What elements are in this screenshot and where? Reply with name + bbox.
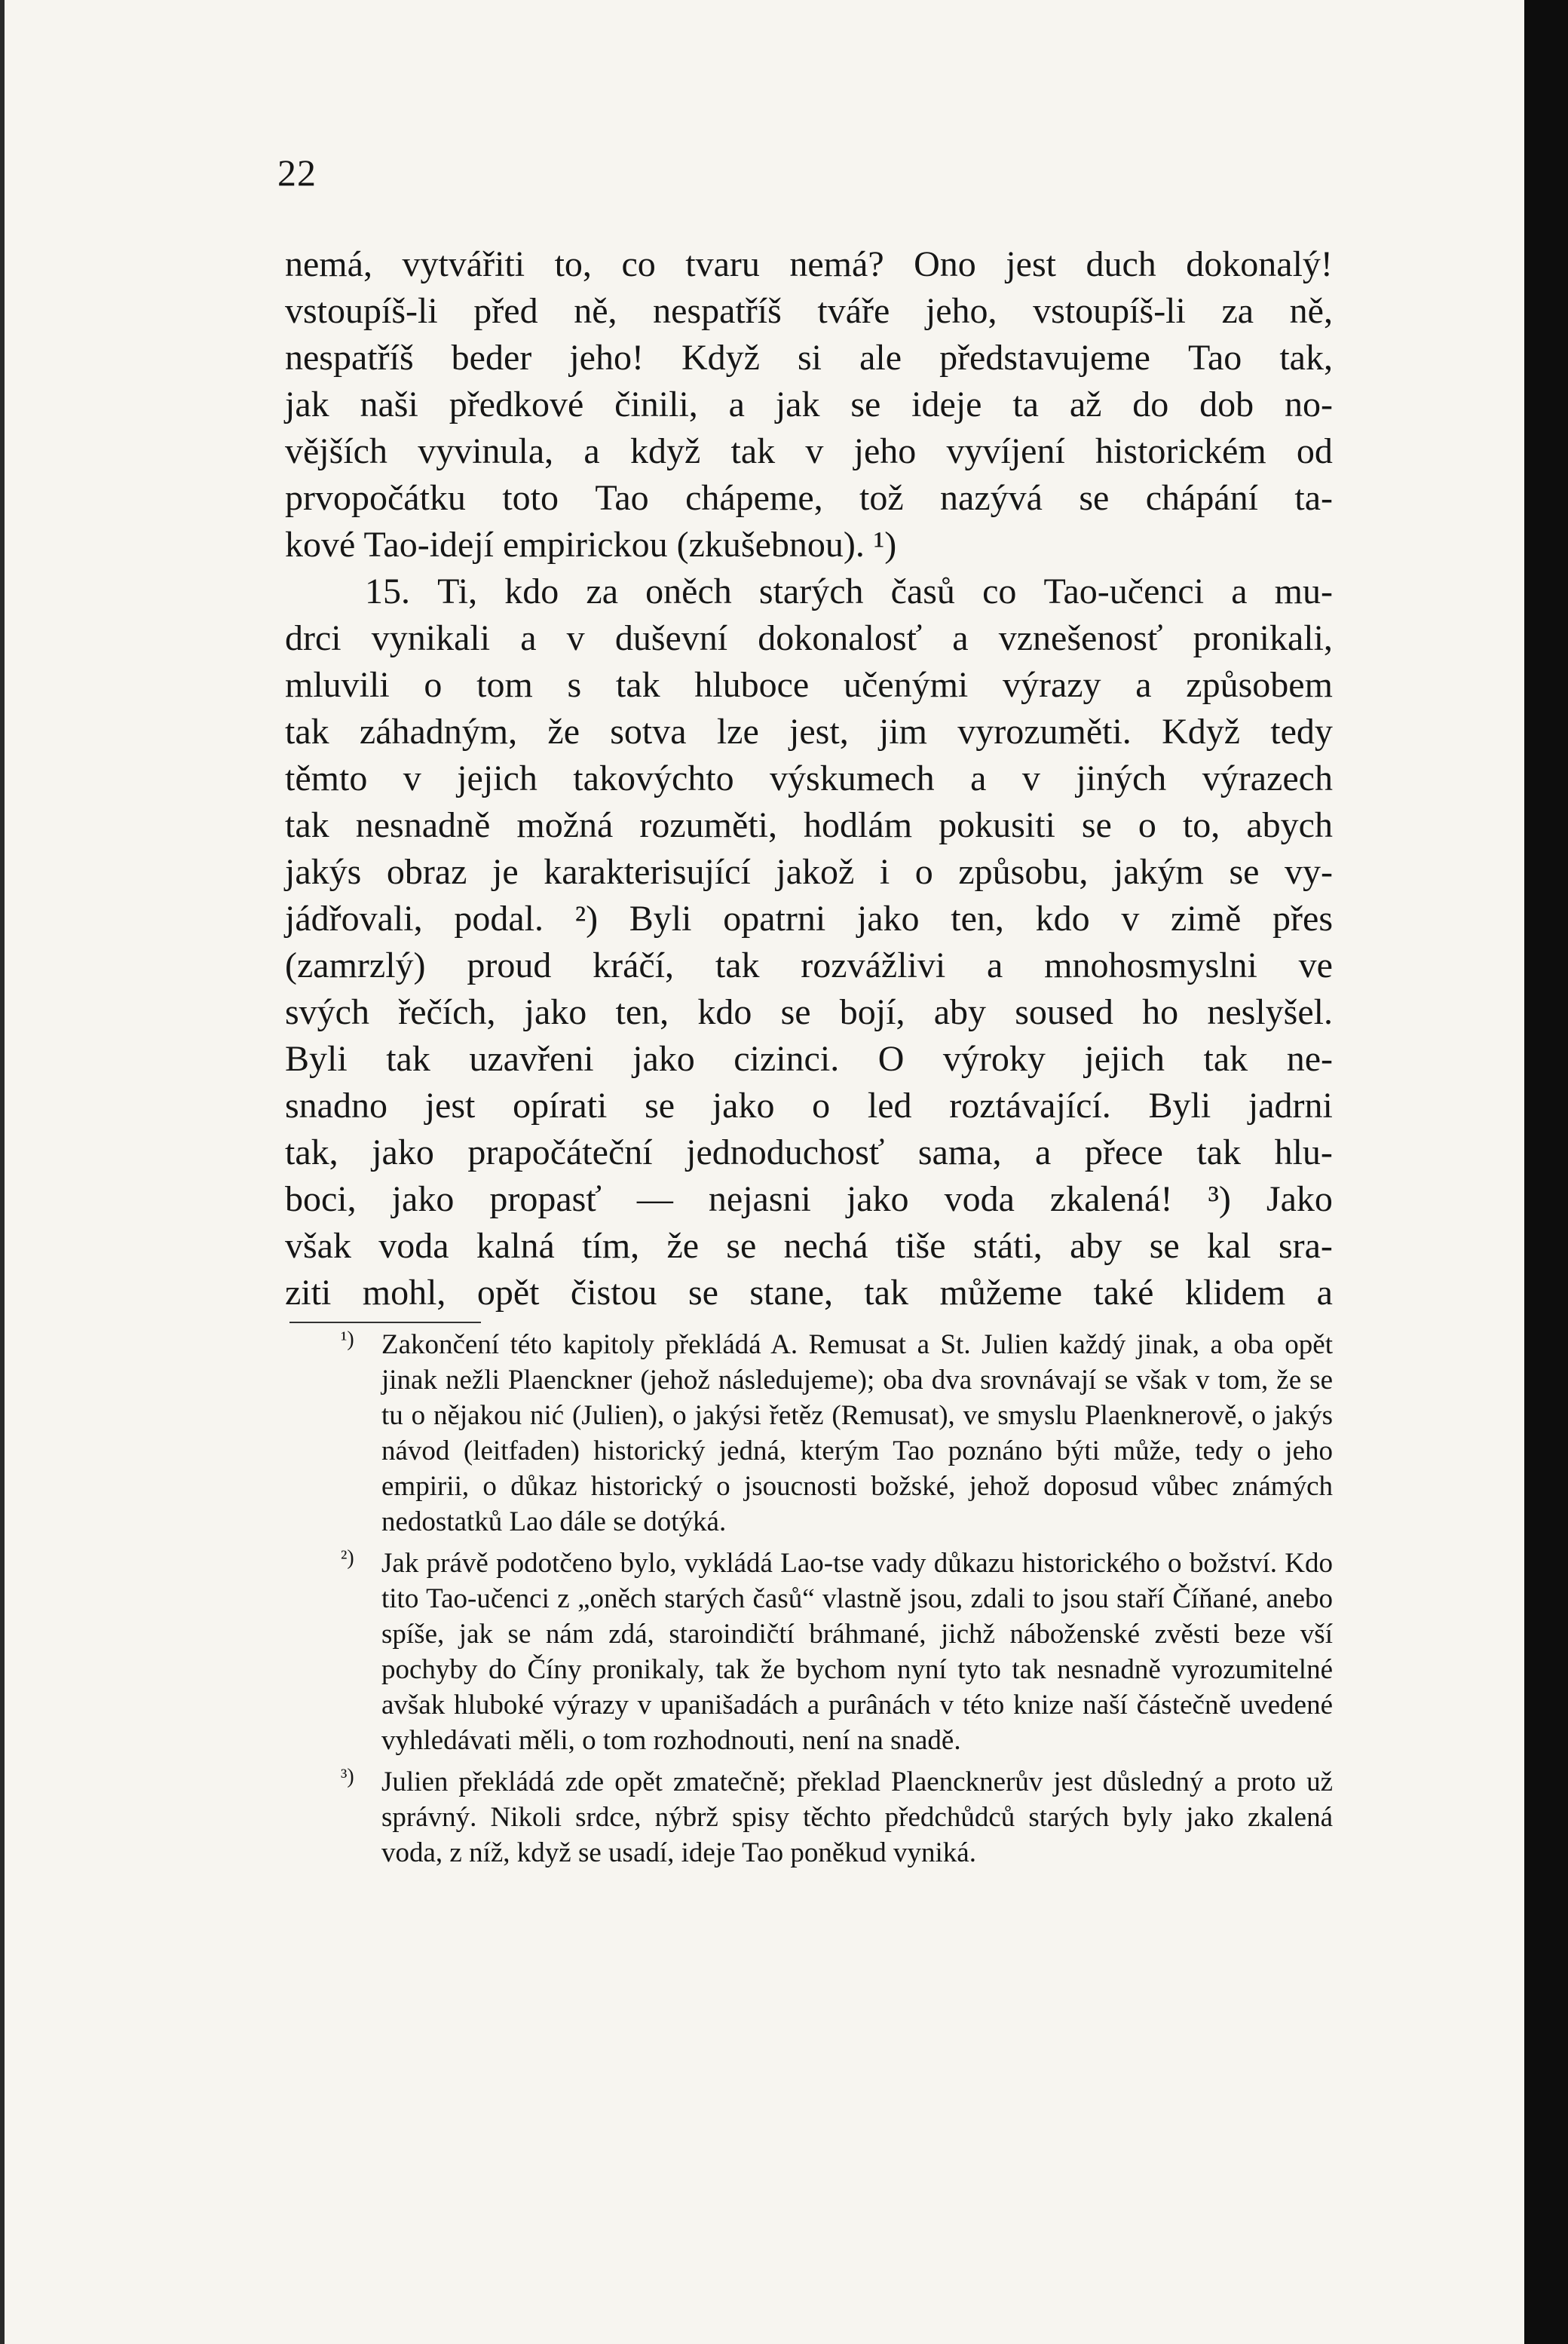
word: za — [1221, 291, 1254, 331]
word: karakterisující — [544, 852, 751, 892]
main-text — [285, 241, 1333, 1316]
word: dokonalosť — [758, 618, 923, 658]
word: přes — [1272, 899, 1333, 939]
word: drci — [285, 618, 341, 658]
word: o — [914, 852, 933, 892]
word: v — [805, 431, 824, 471]
text-line — [285, 288, 1333, 335]
word: svých — [285, 992, 369, 1032]
text-line — [285, 335, 1333, 381]
word: boci, — [285, 1179, 357, 1219]
word: do — [1132, 385, 1169, 424]
word: ziti — [285, 1273, 332, 1313]
word: vstoupíš-li — [285, 291, 438, 331]
word: jeho, — [925, 291, 997, 331]
word: pronikali, — [1193, 618, 1333, 658]
text-line — [285, 755, 1333, 802]
text-line — [285, 989, 1333, 1036]
footnote-text: Zakončení této kapitoly překládá A. Remusat a St. Julien každý jinak, a oba opět jinak nežli Plaenckner (jehož následujeme); oba dva srovnávají se však v tom, že se tu o nějakou nić (Julien), o jakýsi řetěz (Remusat), ve smyslu Plaenknerově, o jakýs návod (leitfaden) historický jedná, kterým Tao poznáno býti může, tedy o jeho empirii, o důkaz historický o jsoucnosti božské, jehož doposud vůbec známých nedostatků Lao dále se dotýká. — [381, 1329, 1333, 1537]
word: se — [726, 1226, 757, 1266]
word: záhadným, — [359, 712, 518, 752]
word: opírati — [513, 1086, 608, 1126]
word: no- — [1285, 385, 1333, 424]
word: roztávající. — [949, 1086, 1111, 1126]
word: prvopočátku — [285, 478, 466, 518]
word: rozvážlivi — [801, 945, 946, 985]
word: dob — [1199, 385, 1254, 424]
word: sotva — [610, 712, 687, 752]
word: předkové — [449, 385, 584, 424]
word: tom — [476, 665, 533, 705]
word: co — [621, 244, 656, 284]
word: výrazy — [1002, 665, 1101, 705]
word: a — [987, 945, 1003, 985]
text-line — [285, 1036, 1333, 1083]
word: vy- — [1284, 852, 1333, 892]
word: v — [1121, 899, 1140, 939]
footnotes — [341, 1327, 1333, 1877]
word: státi, — [972, 1226, 1043, 1266]
word: jako — [712, 1086, 775, 1126]
word: mu- — [1274, 571, 1333, 611]
word: jeho! — [569, 338, 644, 378]
word: ne- — [1286, 1039, 1333, 1079]
word: způsobu, — [958, 852, 1089, 892]
word: Ti, — [437, 571, 478, 611]
word: jako — [846, 1179, 909, 1219]
word: rozuměti, — [639, 805, 777, 845]
word: o — [424, 665, 443, 705]
word: se — [1081, 805, 1112, 845]
word: ten, — [951, 899, 1004, 939]
word: se — [850, 385, 881, 424]
word: se — [1149, 1226, 1180, 1266]
word: zkalená! — [1049, 1179, 1173, 1219]
word: kráčí, — [593, 945, 675, 985]
word: jak — [775, 385, 820, 424]
word: jak — [285, 385, 329, 424]
word: se — [645, 1086, 675, 1126]
word: výrazech — [1202, 758, 1333, 798]
word: nemá, — [285, 244, 372, 284]
word: se — [1079, 478, 1110, 518]
word: ve — [1298, 945, 1333, 985]
word: prapočáteční — [467, 1132, 653, 1172]
word: beder — [451, 338, 532, 378]
word: led — [867, 1086, 912, 1126]
word: tak — [285, 805, 329, 845]
word: hodlám — [804, 805, 913, 845]
word: však — [285, 1226, 351, 1266]
text-line — [285, 241, 1333, 288]
footnote-marker: ³) — [341, 1765, 354, 1788]
word: a — [970, 758, 987, 798]
word: od — [1296, 431, 1333, 471]
scan-right-edge — [1524, 0, 1568, 2344]
word: jejich — [457, 758, 537, 798]
word: tvaru — [685, 244, 760, 284]
word: ta — [1012, 385, 1039, 424]
word: jako — [524, 992, 587, 1032]
text-line — [285, 1270, 1333, 1316]
text-line — [285, 709, 1333, 755]
word: jest — [1006, 244, 1056, 284]
footnote-text: Jak právě podotčeno bylo, vykládá Lao-tse vady důkazu historického o božství. Kdo tito Tao-učenci z „oněch starých časů“ vlastně jsou, zdali to jsou staří Číňané, anebo spíše, jak se nám zdá, staroindičtí bráhmané, jichž náboženské zvěsti beze vší pochyby do Číny pronikaly, tak že bychom nyní tyto tak nesnadně vyrozumitelné avšak hluboké výrazy v upanišadách a purânách v této knize naší částečně uvedené vyhledávati měli, o tom rozhodnouti, není na snadě. — [381, 1548, 1333, 1756]
word: se — [780, 992, 811, 1032]
word: stane, — [749, 1273, 833, 1313]
word: jako — [372, 1132, 434, 1172]
word: za — [586, 571, 618, 611]
word: vynikali — [371, 618, 491, 658]
word: těmto — [285, 758, 368, 798]
word: vyrozuměti. — [957, 712, 1132, 752]
word: činili, — [614, 385, 698, 424]
word: tedy — [1270, 712, 1333, 752]
word: opět — [476, 1273, 540, 1313]
word: cizinci. — [733, 1039, 840, 1079]
word: kdo — [1035, 899, 1090, 939]
word: lze — [716, 712, 759, 752]
word: bojí, — [839, 992, 905, 1032]
text-line — [285, 381, 1333, 428]
word: a — [728, 385, 745, 424]
word: nemá? — [789, 244, 884, 284]
word: ³) — [1208, 1179, 1231, 1219]
footnote-separator — [289, 1322, 481, 1323]
footnote-marker: ²) — [341, 1546, 354, 1570]
word: Byli — [285, 1039, 348, 1079]
word: v — [566, 618, 585, 658]
word: nesnadně — [355, 805, 491, 845]
word: můžeme — [939, 1273, 1063, 1313]
word: Když — [1162, 712, 1241, 752]
text-line — [285, 1129, 1333, 1176]
word: že — [547, 712, 580, 752]
word: tak — [1196, 1132, 1242, 1172]
word: tak — [730, 431, 776, 471]
word: tak — [285, 712, 329, 752]
word: vznešenosť — [998, 618, 1163, 658]
word: jadrni — [1248, 1086, 1333, 1126]
word: až — [1069, 385, 1102, 424]
word: starých — [758, 571, 864, 611]
footnote-1 — [341, 1327, 1333, 1540]
text-line — [285, 615, 1333, 662]
word: ně, — [1289, 291, 1333, 331]
word: tváře — [817, 291, 890, 331]
word: pokusiti — [939, 805, 1055, 845]
word: jejich — [1084, 1039, 1165, 1079]
word: kalná — [476, 1226, 555, 1266]
word: aby — [1070, 1226, 1122, 1266]
word: a — [583, 431, 600, 471]
word: přece — [1084, 1132, 1163, 1172]
word: ideje — [911, 385, 982, 424]
word: jest — [424, 1086, 476, 1126]
word: jeho — [853, 431, 917, 471]
word: tak — [1203, 1039, 1248, 1079]
word: podal. — [454, 899, 544, 939]
word: ně, — [574, 291, 617, 331]
footnote-marker: ¹) — [341, 1328, 354, 1351]
word: výskumech — [770, 758, 935, 798]
word: naši — [360, 385, 418, 424]
word: v — [1021, 758, 1040, 798]
word: jako — [856, 899, 920, 939]
word: O — [877, 1039, 905, 1079]
word: a — [1231, 571, 1248, 611]
word: vytvářiti — [402, 244, 525, 284]
word: ho — [1142, 992, 1179, 1032]
word: Tao-učenci — [1043, 571, 1205, 611]
word: voda — [944, 1179, 1015, 1219]
word: tak — [386, 1039, 430, 1079]
word: nejasni — [708, 1179, 811, 1219]
word: to, — [554, 244, 592, 284]
word: jest, — [789, 712, 849, 752]
word: to, — [1182, 805, 1220, 845]
word: tak, — [1279, 338, 1333, 378]
word: kal — [1207, 1226, 1251, 1266]
word: kdo — [504, 571, 559, 611]
word: nechá — [783, 1226, 868, 1266]
text-line — [285, 428, 1333, 475]
word: jádřovali, — [285, 899, 423, 939]
footnote-3 — [341, 1764, 1333, 1871]
word: ten, — [615, 992, 669, 1032]
word: sama, — [917, 1132, 1002, 1172]
word: se — [1229, 852, 1260, 892]
word: zimě — [1171, 899, 1242, 939]
word: chápání — [1145, 478, 1258, 518]
word: Byli — [1148, 1086, 1211, 1126]
word: abych — [1246, 805, 1333, 845]
word: tak — [715, 945, 760, 985]
word: možná — [516, 805, 614, 845]
word: výroky — [942, 1039, 1046, 1079]
text-line — [285, 1083, 1333, 1129]
word: jakož — [776, 852, 855, 892]
word: o — [812, 1086, 831, 1126]
word: takovýchto — [573, 758, 734, 798]
word: časů — [890, 571, 955, 611]
footnote-2 — [341, 1546, 1333, 1758]
word: duch — [1086, 244, 1156, 284]
word: je — [492, 852, 519, 892]
word: ²) — [574, 899, 599, 939]
footnote-text: Julien překládá zde opět zmatečně; překlad Plaencknerův jest důsledný a proto už správný. Nikoli srdce, nýbrž spisy těchto předchůdců starých byly jako zkalená voda, z níž, když se usadí, ideje Tao poněkud vyniká. — [381, 1766, 1333, 1868]
text-line — [285, 849, 1333, 896]
word: mluvili — [285, 665, 390, 705]
word: chápeme, — [685, 478, 823, 518]
word: ale — [859, 338, 902, 378]
word: tím, — [582, 1226, 640, 1266]
word: 15. — [365, 571, 410, 611]
text-line: kové Tao-idejí empirickou (zkušebnou). ¹) — [285, 525, 897, 565]
text-line — [285, 896, 1333, 942]
word: vyvíjení — [946, 431, 1065, 471]
word: jim — [878, 712, 927, 752]
word: když — [629, 431, 701, 471]
word: Tao — [1188, 338, 1242, 378]
word: soused — [1015, 992, 1113, 1032]
word: duševní — [614, 618, 728, 658]
word: tak — [864, 1273, 909, 1313]
word: Když — [681, 338, 760, 378]
word: jako — [632, 1039, 695, 1079]
word: toto — [502, 478, 559, 518]
word: historickém — [1095, 431, 1266, 471]
word: klidem — [1184, 1273, 1286, 1313]
word: a — [952, 618, 969, 658]
word: vyvinula, — [418, 431, 554, 471]
text-line — [285, 1223, 1333, 1270]
scan-left-edge — [0, 0, 5, 2344]
word: — — [636, 1179, 673, 1219]
word: učenými — [843, 665, 969, 705]
word: jednoduchosť — [686, 1132, 885, 1172]
word: a — [1035, 1132, 1052, 1172]
word: vstoupíš-li — [1033, 291, 1186, 331]
word: hluboce — [694, 665, 810, 705]
word: tak — [615, 665, 660, 705]
word: co — [982, 571, 1017, 611]
word: opatrni — [723, 899, 826, 939]
word: voda — [378, 1226, 449, 1266]
word: i — [879, 852, 890, 892]
word: představujeme — [939, 338, 1150, 378]
word: se — [688, 1273, 718, 1313]
word: Tao — [595, 478, 649, 518]
word: tož — [859, 478, 904, 518]
word: ta- — [1294, 478, 1333, 518]
word: o — [1138, 805, 1156, 845]
page-number: 22 — [277, 152, 317, 194]
word: proud — [467, 945, 552, 985]
word: Ono — [914, 244, 976, 284]
word: jiných — [1076, 758, 1167, 798]
word: s — [567, 665, 582, 705]
word: oněch — [645, 571, 732, 611]
text-line — [285, 1176, 1333, 1223]
text-line — [285, 802, 1333, 849]
word: tak, — [285, 1132, 338, 1172]
word: Byli — [629, 899, 692, 939]
word: sra- — [1278, 1226, 1333, 1266]
word: aby — [933, 992, 986, 1032]
word: nazývá — [940, 478, 1043, 518]
word: obraz — [386, 852, 467, 892]
word: Jako — [1266, 1179, 1333, 1219]
word: neslyšel. — [1207, 992, 1333, 1032]
word: mnohosmyslni — [1044, 945, 1257, 985]
word: čistou — [570, 1273, 657, 1313]
word: a — [1135, 665, 1152, 705]
paragraph-start-line — [285, 568, 1333, 615]
word: tiše — [895, 1226, 946, 1266]
word: uzavřeni — [469, 1039, 594, 1079]
text-line — [285, 662, 1333, 709]
word: před — [473, 291, 538, 331]
word: jako — [391, 1179, 455, 1219]
word: nespatříš — [285, 338, 414, 378]
word: mohl, — [362, 1273, 446, 1313]
word: snadno — [285, 1086, 387, 1126]
word: si — [798, 338, 822, 378]
word: (zamrzlý) — [285, 945, 426, 985]
word: řečích, — [398, 992, 496, 1032]
word: způsobem — [1186, 665, 1333, 705]
word: propasť — [489, 1179, 602, 1219]
word: jakým — [1113, 852, 1204, 892]
text-line — [285, 475, 1333, 522]
word: vějších — [285, 431, 387, 471]
word: dokonalý! — [1186, 244, 1333, 284]
word: jakýs — [285, 852, 362, 892]
word: kdo — [697, 992, 752, 1032]
text-line — [285, 942, 1333, 989]
word: nespatříš — [653, 291, 782, 331]
word: a — [1316, 1273, 1333, 1313]
word: také — [1093, 1273, 1154, 1313]
word: hlu- — [1274, 1132, 1333, 1172]
word: a — [520, 618, 537, 658]
word: že — [666, 1226, 700, 1266]
word: v — [403, 758, 421, 798]
